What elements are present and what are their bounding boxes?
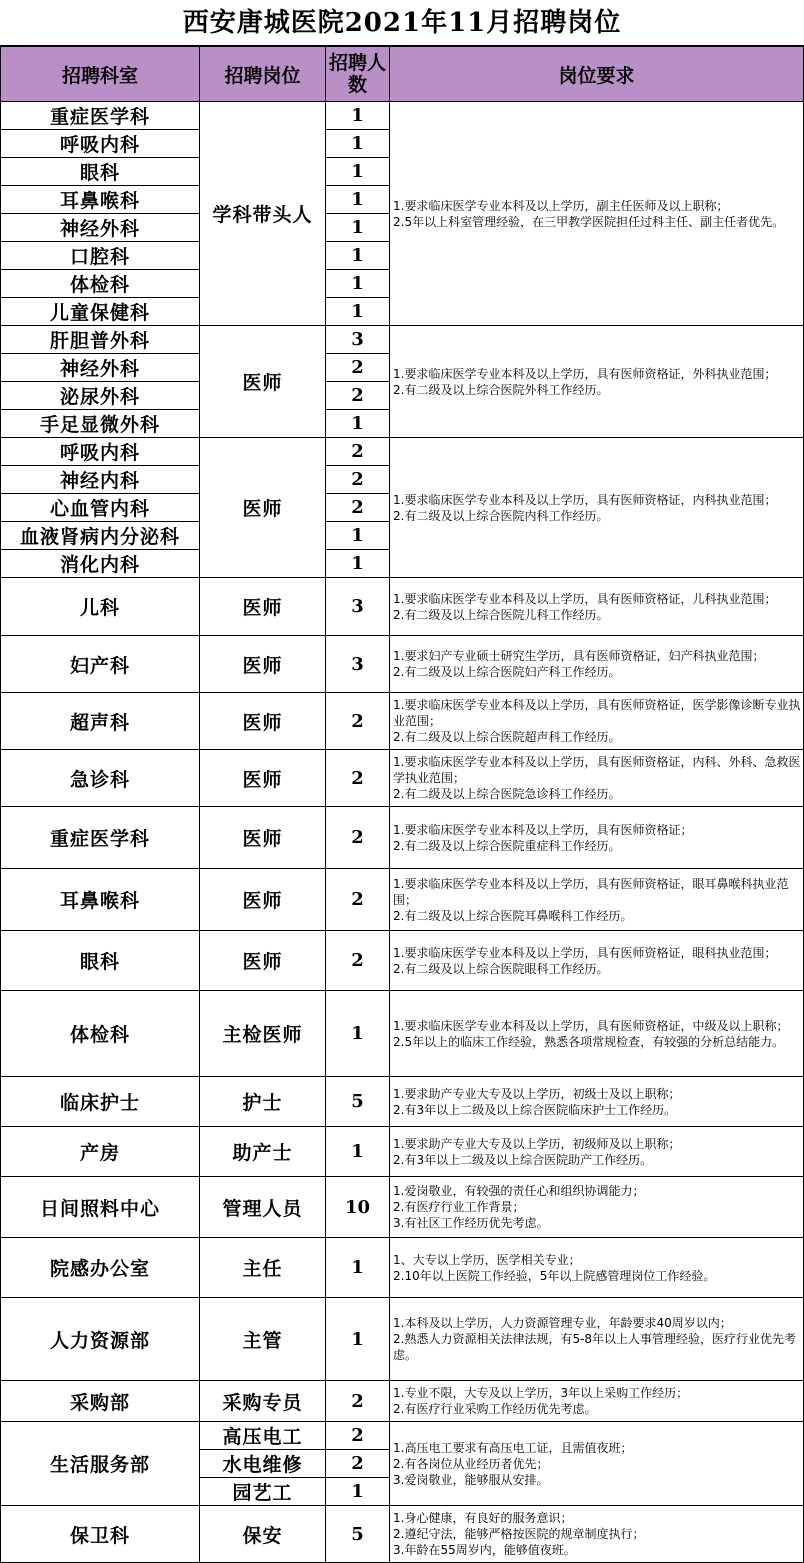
requirement-line: 1.要求临床医学专业本科及以上学历，副主任医师及以上职称； [393,198,729,213]
count-cell: 1 [326,550,390,578]
page-title: 西安唐城医院2021年11月招聘岗位 [0,0,804,46]
dept-cell: 呼吸内科 [1,438,200,466]
requirement-line: 1.要求助产专业大专及以上学历，初级士及以上职称； [393,1086,681,1101]
count-cell: 2 [326,438,390,466]
requirement-line: 1.爱岗敬业，有较强的责任心和组织协调能力； [393,1184,645,1198]
table-row [1,326,804,354]
position-cell: 主检医师 [200,991,326,1077]
header-requirement: 岗位要求 [390,47,804,102]
requirement-line: 2.遵纪守法，能够严格按医院的规章制度执行； [393,1527,645,1541]
table-row [1,578,804,636]
dept-cell: 生活服务部 [1,1422,200,1506]
count-cell: 3 [326,578,390,636]
count-cell: 1 [326,410,390,438]
count-cell: 1 [326,270,390,298]
requirement-line: 3.有社区工作经历优先考虑。 [393,1216,549,1230]
count-cell: 5 [326,1506,390,1563]
requirement-cell [390,807,804,869]
count-cell: 1 [326,1298,390,1381]
requirement-cell [390,326,804,438]
dept-cell: 眼科 [1,931,200,991]
count-cell: 2 [326,807,390,869]
requirement-line: 2.有二级及以上综合医院眼科工作经历。 [393,961,609,976]
dept-cell: 耳鼻喉科 [1,186,200,214]
count-cell: 2 [326,382,390,410]
table-row [1,750,804,807]
count-cell: 1 [326,130,390,158]
position-cell: 主管 [200,1298,326,1381]
dept-cell: 体检科 [1,270,200,298]
requirement-cell [390,438,804,578]
count-cell: 1 [326,102,390,130]
requirement-cell [390,750,804,807]
requirement-line: 1.专业不限，大专及以上学历，3年以上采购工作经历； [393,1386,689,1400]
position-cell: 保安 [200,1506,326,1563]
count-cell: 2 [326,494,390,522]
position-cell: 管理人员 [200,1177,326,1238]
requirement-cell [390,931,804,991]
dept-cell: 产房 [1,1127,200,1177]
requirement-cell [390,102,804,326]
requirement-cell [390,636,804,693]
requirement-line: 2.10年以上医院工作经验，5年以上院感管理岗位工作经验。 [393,1268,716,1283]
requirement-line: 2.有3年以上二级及以上综合医院助产工作经历。 [393,1152,653,1167]
requirement-cell [390,1077,804,1127]
count-cell: 1 [326,991,390,1077]
requirement-line: 1.要求临床医学专业本科及以上学历，具有医师资格证，医学影像诊断专业执业范围； [393,698,801,728]
table-row [1,1298,804,1381]
table-body [1,102,804,1563]
requirement-line: 1.要求临床医学专业本科及以上学历，具有医师资格证，内科执业范围； [393,492,777,507]
position-cell: 医师 [200,578,326,636]
requirement-cell [390,991,804,1077]
dept-cell: 血液肾病内分泌科 [1,522,200,550]
requirement-cell [390,1177,804,1238]
table-row [1,1238,804,1298]
dept-cell: 日间照料中心 [1,1177,200,1238]
dept-cell: 保卫科 [1,1506,200,1563]
header-count: 招聘人数 [326,47,390,102]
position-cell: 护士 [200,1077,326,1127]
position-cell: 学科带头人 [200,102,326,326]
dept-cell: 采购部 [1,1381,200,1422]
table-row [1,931,804,991]
requirement-cell [390,1381,804,1422]
requirement-line: 2.5年以上的临床工作经验，熟悉各项常规检查，有较强的分析总结能力。 [393,1034,785,1049]
requirement-cell [390,578,804,636]
requirement-line: 2.有3年以上二级及以上综合医院临床护士工作经历。 [393,1102,677,1117]
dept-cell: 眼科 [1,158,200,186]
dept-cell: 泌尿外科 [1,382,200,410]
dept-cell: 儿科 [1,578,200,636]
requirement-line: 1.要求助产专业大专及以上学历，初级师及以上职称； [393,1136,681,1151]
requirement-cell [390,869,804,931]
position-cell: 医师 [200,931,326,991]
requirement-line: 1.要求临床医学专业本科及以上学历，具有医师资格证，中级及以上职称； [393,1018,789,1033]
requirement-cell [390,1238,804,1298]
count-cell: 2 [326,1422,390,1450]
recruitment-table [0,46,804,1563]
requirement-line: 2.有二级及以上综合医院超声科工作经历。 [393,730,621,744]
count-cell: 2 [326,1381,390,1422]
requirement-line: 2.有医疗行业工作背景； [393,1200,525,1214]
count-cell: 2 [326,931,390,991]
position-cell: 医师 [200,807,326,869]
requirement-line: 2.有二级及以上综合医院儿科工作经历。 [393,607,609,622]
requirement-line: 1.身心健康，有良好的服务意识； [393,1511,573,1525]
dept-cell: 院感办公室 [1,1238,200,1298]
dept-cell: 肝胆普外科 [1,326,200,354]
count-cell: 10 [326,1177,390,1238]
dept-cell: 神经外科 [1,214,200,242]
position-cell: 医师 [200,438,326,578]
position-cell: 高压电工 [200,1422,326,1450]
dept-cell: 消化内科 [1,550,200,578]
position-cell: 医师 [200,693,326,750]
count-cell: 1 [326,522,390,550]
table-row [1,636,804,693]
dept-cell: 神经外科 [1,354,200,382]
count-cell: 2 [326,750,390,807]
position-cell: 医师 [200,750,326,807]
count-cell: 1 [326,242,390,270]
table-row [1,693,804,750]
requirement-line: 2.有各岗位从业经历者优先； [393,1456,549,1471]
position-cell: 医师 [200,636,326,693]
table-row [1,1077,804,1127]
count-cell: 1 [326,186,390,214]
table-row [1,1422,804,1450]
position-cell: 助产士 [200,1127,326,1177]
table-header-row [1,47,804,102]
requirement-line: 2.5年以上科室管理经验，在三甲教学医院担任过科主任、副主任者优先。 [393,214,785,229]
requirement-line: 1.要求临床医学专业本科及以上学历，具有医师资格证，眼耳鼻喉科执业范围； [393,876,789,907]
dept-cell: 超声科 [1,693,200,750]
table-row [1,1506,804,1563]
table-row [1,438,804,466]
requirement-line: 2.有二级及以上综合医院重症科工作经历。 [393,838,621,853]
table-row [1,102,804,130]
dept-cell: 神经内科 [1,466,200,494]
position-cell: 医师 [200,869,326,931]
position-cell: 园艺工 [200,1478,326,1506]
requirement-line: 1.要求临床医学专业本科及以上学历，具有医师资格证，儿科执业范围； [393,591,777,606]
dept-cell: 人力资源部 [1,1298,200,1381]
table-row [1,807,804,869]
dept-cell: 手足显微外科 [1,410,200,438]
requirement-cell [390,1422,804,1506]
count-cell: 3 [326,636,390,693]
position-cell: 水电维修 [200,1450,326,1478]
count-cell: 2 [326,354,390,382]
dept-cell: 急诊科 [1,750,200,807]
count-cell: 3 [326,326,390,354]
table-row [1,1381,804,1422]
dept-cell: 心血管内科 [1,494,200,522]
dept-cell: 临床护士 [1,1077,200,1127]
position-cell: 主任 [200,1238,326,1298]
dept-cell: 妇产科 [1,636,200,693]
table-row [1,991,804,1077]
dept-cell: 重症医学科 [1,807,200,869]
position-cell: 医师 [200,326,326,438]
header-position: 招聘岗位 [200,47,326,102]
dept-cell: 重症医学科 [1,102,200,130]
requirement-line: 1.本科及以上学历，人力资源管理专业，年龄要求40周岁以内； [393,1316,732,1330]
requirement-line: 1.要求临床医学专业本科及以上学历，具有医师资格证； [393,822,693,837]
count-cell: 2 [326,693,390,750]
dept-cell: 呼吸内科 [1,130,200,158]
count-cell: 2 [326,869,390,931]
requirement-line: 2.有二级及以上综合医院内科工作经历。 [393,508,609,523]
table-row [1,1177,804,1238]
requirement-line: 3.爱岗敬业，能够服从安排。 [393,1472,549,1487]
table-row [1,869,804,931]
requirement-line: 3.年龄在55周岁内，能够值夜班。 [393,1543,576,1557]
count-cell: 1 [326,1238,390,1298]
dept-cell: 口腔科 [1,242,200,270]
requirement-cell [390,1298,804,1381]
count-cell: 1 [326,298,390,326]
count-cell: 2 [326,1450,390,1478]
requirement-line: 2.有二级及以上综合医院耳鼻喉科工作经历。 [393,908,633,923]
count-cell: 1 [326,1127,390,1177]
requirement-line: 2.有二级及以上综合医院外科工作经历。 [393,382,609,397]
requirement-line: 1.要求临床医学专业本科及以上学历，具有医师资格证，外科执业范围； [393,366,777,381]
dept-cell: 儿童保健科 [1,298,200,326]
requirement-cell [390,1127,804,1177]
count-cell: 2 [326,466,390,494]
requirement-line: 2.有二级及以上综合医院妇产科工作经历。 [393,665,621,679]
count-cell: 1 [326,1478,390,1506]
requirement-line: 2.熟悉人力资源相关法律法规，有5-8年以上人事管理经验，医疗行业优先考虑。 [393,1332,797,1362]
requirement-line: 2.有医疗行业采购工作经历优先考虑。 [393,1402,597,1416]
requirement-line: 1.高压电工要求有高压电工证，且需值夜班； [393,1440,633,1455]
count-cell: 1 [326,158,390,186]
requirement-line: 1.要求临床医学专业本科及以上学历，具有医师资格证，内科、外科、急救医学执业范围； [393,755,801,785]
requirement-line: 2.有二级及以上综合医院急诊科工作经历。 [393,787,621,801]
requirement-cell [390,693,804,750]
requirement-cell [390,1506,804,1563]
position-cell: 采购专员 [200,1381,326,1422]
requirement-line: 1、大专以上学历，医学相关专业； [393,1252,581,1267]
count-cell: 5 [326,1077,390,1127]
dept-cell: 体检科 [1,991,200,1077]
count-cell: 1 [326,214,390,242]
header-dept: 招聘科室 [1,47,200,102]
dept-cell: 耳鼻喉科 [1,869,200,931]
requirement-line: 1.要求临床医学专业本科及以上学历，具有医师资格证，眼科执业范围； [393,945,777,960]
requirement-line: 1.要求妇产专业硕士研究生学历，具有医师资格证，妇产科执业范围； [393,649,765,663]
table-row [1,1127,804,1177]
